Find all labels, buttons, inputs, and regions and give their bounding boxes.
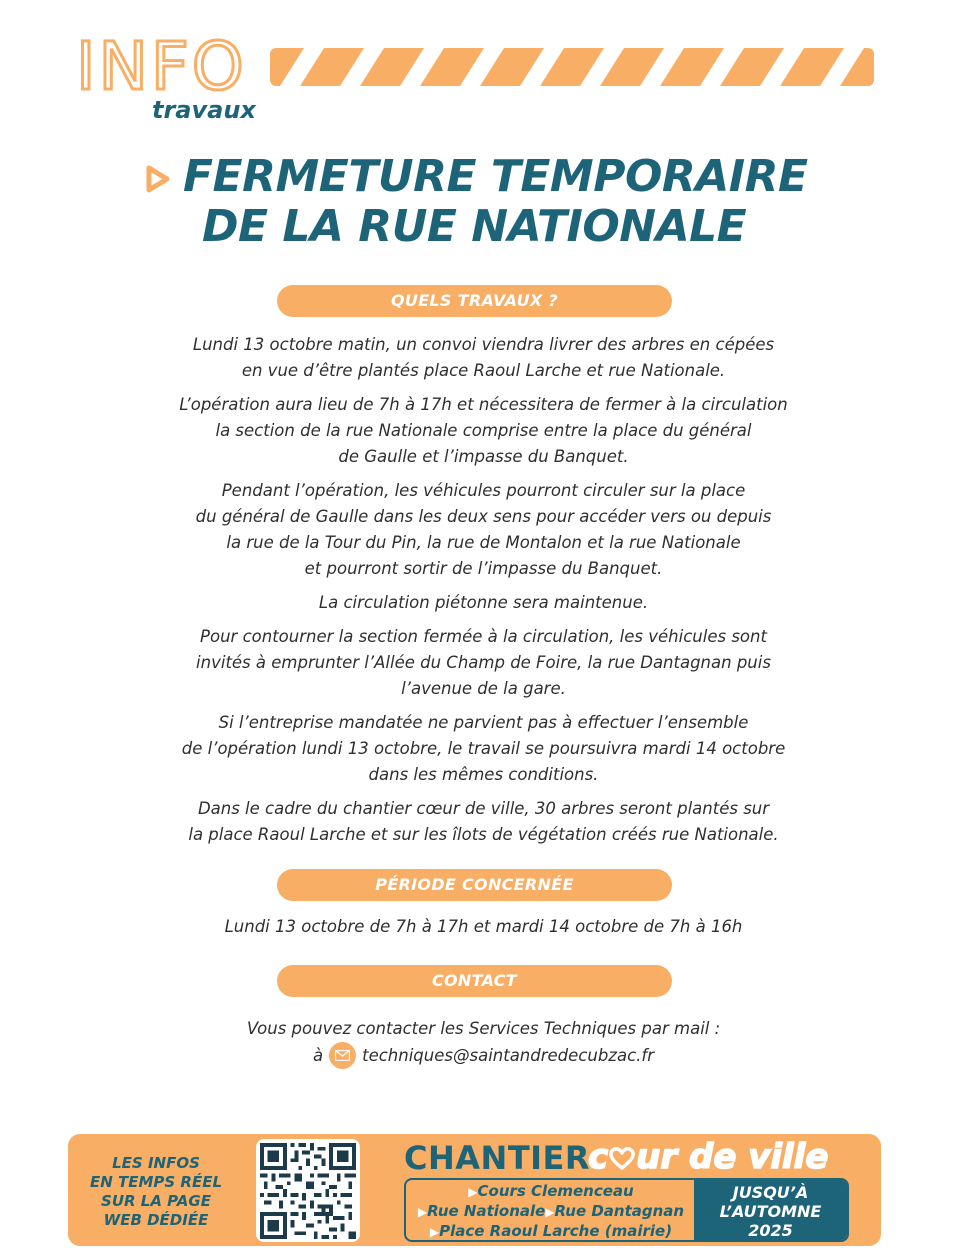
contact-prefix: à: [312, 1046, 324, 1065]
street-name: Rue Dantagnan: [554, 1202, 685, 1220]
works-description: [100, 332, 867, 856]
street-row-2: [406, 1202, 696, 1222]
triangle-right-icon: ▶: [468, 1185, 478, 1199]
paragraph: L’opération aura lieu de 7h à 17h et nécessitera de fermer à la circulation la section de la rue Nationale comprise entre la place du général de Gaulle et l’impasse du Banquet.: [179, 395, 788, 466]
contact-email-row: [313, 1042, 654, 1069]
paragraph: Lundi 13 octobre matin, un convoi viendra livrer des arbres en cépées en vue d’être plantés place Raoul Larche et rue Nationale.: [192, 335, 775, 380]
coeur-letter-c: c: [588, 1137, 609, 1177]
chantier-title: CHANTIER: [404, 1139, 591, 1177]
section-label-works: QUELS TRAVAUX ?: [277, 285, 672, 317]
section-label-period: PÉRIODE CONCERNÉE: [277, 869, 672, 901]
street-name: Rue Nationale: [427, 1202, 546, 1220]
title-line-2: DE LA RUE NATIONALE: [202, 201, 747, 252]
until-line-2: L’AUTOMNE: [719, 1202, 822, 1221]
footer-banner: [68, 1134, 881, 1246]
paragraph: Si l’entreprise mandatée ne parvient pas à effectuer l’ensemble de l’opération lundi 13 octobre, le travail se poursuivra mardi 14 octobre dans les mêmes conditions.: [181, 713, 786, 784]
logo-travaux-text: travaux: [152, 96, 256, 124]
paragraph: La circulation piétonne sera maintenue.: [318, 593, 649, 612]
until-autumn-badge: [694, 1180, 847, 1240]
contact-block: [100, 1015, 867, 1069]
streets-box: [404, 1178, 849, 1242]
triangle-right-icon: ▶: [417, 1205, 428, 1219]
coeur-letters-ur: ur: [636, 1137, 678, 1177]
info-travaux-logo: [76, 28, 266, 124]
realtime-line-3: SUR LA PAGE: [101, 1192, 211, 1210]
page-title: [140, 152, 840, 252]
paragraph: Dans le cadre du chantier cœur de ville, 30 arbres seront plantés sur la place Raoul Larche et sur les îlots de végétation créés rue Nationale.: [188, 799, 779, 844]
realtime-info-text: [86, 1154, 226, 1230]
until-line-1: JUSQU’À: [732, 1183, 809, 1202]
paragraph: Pour contourner la section fermée à la circulation, les véhicules sont invités à emprunter l’Allée du Champ de Foire, la rue Dantagnan puis l’avenue de la gare.: [196, 627, 771, 698]
qr-code-icon: [260, 1143, 356, 1239]
de-ville-text: de ville: [677, 1137, 829, 1177]
heart-icon: [608, 1145, 636, 1171]
contact-intro: Vous pouvez contacter les Services Techniques par mail :: [246, 1019, 721, 1038]
coeur-de-ville-title: [588, 1136, 828, 1178]
play-arrow-icon: [145, 164, 173, 194]
triangle-right-icon: ▶: [429, 1225, 440, 1239]
streets-list: [406, 1182, 696, 1242]
street-row-1: [406, 1182, 696, 1202]
realtime-line-4: WEB DÉDIÉE: [103, 1211, 209, 1229]
realtime-line-1: LES INFOS: [112, 1154, 200, 1172]
hazard-stripes-bar: [270, 48, 874, 86]
logo-info-text: INFO: [76, 28, 247, 105]
street-name: Place Raoul Larche (mairie): [439, 1222, 673, 1240]
period-text: Lundi 13 octobre de 7h à 17h et mardi 14 octobre de 7h à 16h: [224, 917, 743, 936]
paragraph: Pendant l’opération, les véhicules pourront circuler sur la place du général de Gaulle dans les deux sens pour accéder vers ou depuis la rue de la Tour du Pin, la rue de Montalon et la rue Nationale et pourront sortir de l’impasse du Banquet.: [195, 481, 772, 578]
triangle-right-icon: ▶: [545, 1205, 555, 1219]
mail-icon: [329, 1042, 356, 1069]
realtime-line-2: EN TEMPS RÉEL: [89, 1173, 223, 1191]
contact-email-link[interactable]: techniques@saintandredecubzac.fr: [362, 1046, 654, 1065]
street-row-3: [406, 1222, 696, 1242]
street-name: Cours Clemenceau: [477, 1182, 634, 1200]
section-label-contact: CONTACT: [277, 965, 672, 997]
until-line-3: 2025: [748, 1221, 793, 1240]
qr-code[interactable]: [256, 1139, 360, 1242]
title-line-1: FERMETURE TEMPORAIRE: [183, 151, 808, 202]
